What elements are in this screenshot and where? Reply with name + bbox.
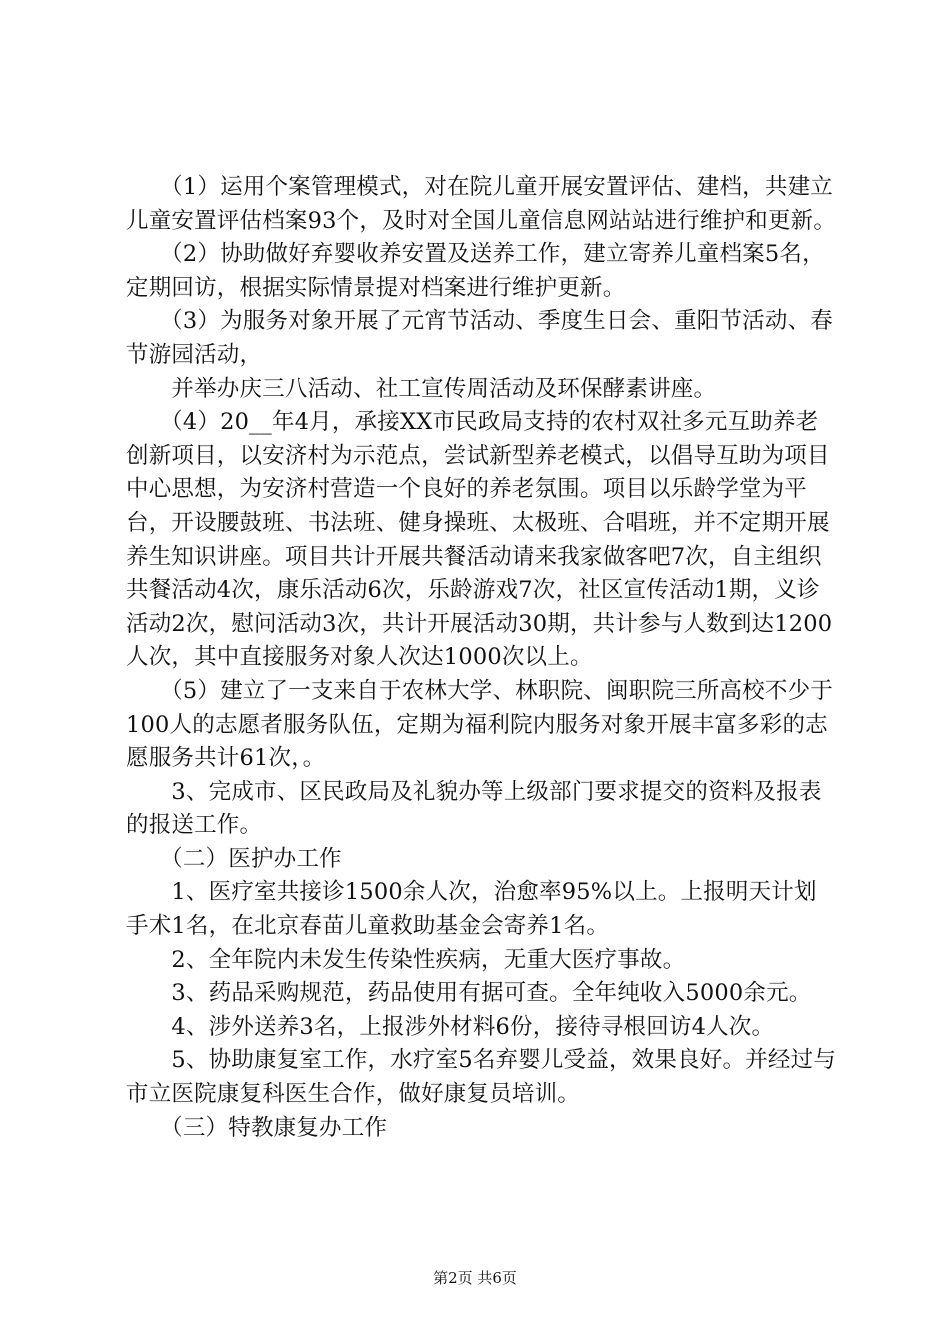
paragraph-10: 2、全年院内未发生传染性疾病，无重大医疗事故。 bbox=[126, 946, 686, 973]
paragraph-3: （3）为服务对象开展了元宵节活动、季度生日会、重阳节活动、春节游园活动， bbox=[126, 308, 833, 368]
section-heading-special-education: （三）特教康复办工作 bbox=[126, 1114, 388, 1141]
paragraph-9: 1、医疗室共接诊1500余人次，治愈率95%以上。上报明天计划手术1名，在北京春苗儿童救助基金会寄养1名。 bbox=[126, 879, 817, 940]
page-footer bbox=[0, 1268, 950, 1288]
page-number-label: 第2页 共6页 bbox=[433, 1269, 517, 1287]
paragraph-7: 3、完成市、区民政局及礼貌办等上级部门要求提交的资料及报表的报送工作。 bbox=[126, 778, 822, 839]
paragraph-11: 3、药品采购规范，药品使用有据可查。全年纯收入5000余元。 bbox=[126, 980, 812, 1007]
paragraph-6: （5）建立了一支来自于农林大学、林职院、闽职院三所高校不少于100人的志愿者服务队伍，定期为福利院内服务对象开展丰富多彩的志愿服务共计61次，。 bbox=[126, 677, 833, 772]
paragraph-2: （2）协助做好弃婴收养安置及送养工作，建立寄养儿童档案5名，定期回访，根据实际情景提对档案进行维护更新。 bbox=[126, 241, 825, 301]
paragraph-1: （1）运用个案管理模式，对在院儿童开展安置评估、建档，共建立儿童安置评估档案93个，及时对全国儿童信息网站站进行维护和更新。 bbox=[126, 174, 837, 234]
section-heading-medical: （二）医护办工作 bbox=[126, 845, 342, 872]
paragraph-12: 4、涉外送养3名，上报涉外材料6份，接待寻根回访4人次。 bbox=[126, 1013, 775, 1040]
paragraph-4: 并举办庆三八活动、社工宣传周活动及环保酵素讲座。 bbox=[126, 375, 717, 402]
document-body bbox=[126, 171, 838, 1145]
paragraph-13: 5、协助康复室工作，水疗室5名弃婴儿受益，效果良好。并经过与市立医院康复科医生合作，做好康复员培训。 bbox=[126, 1047, 837, 1108]
paragraph-5: （4）20__年4月，承接XX市民政局支持的农村双社多元互助养老创新项目，以安济村为示范点，尝试新型养老模式，以倡导互助为项目中心思想，为安济村营造一个良好的养老氛围。项目以乐龄学堂为平台，开设腰鼓班、书法班、健身操班、太极班、合唱班，并不定期开展养生知识讲座。项目共计开展共餐活动请来我家做客吧7次，自主组织共餐活动4次，康乐活动6次，乐龄游戏7次，社区宣传活动1期，义诊活动2次，慰问活动3次，共计开展活动30期，共计参与人数到达1200人次，其中直接服务对象人次达1000次以上。 bbox=[126, 409, 833, 671]
